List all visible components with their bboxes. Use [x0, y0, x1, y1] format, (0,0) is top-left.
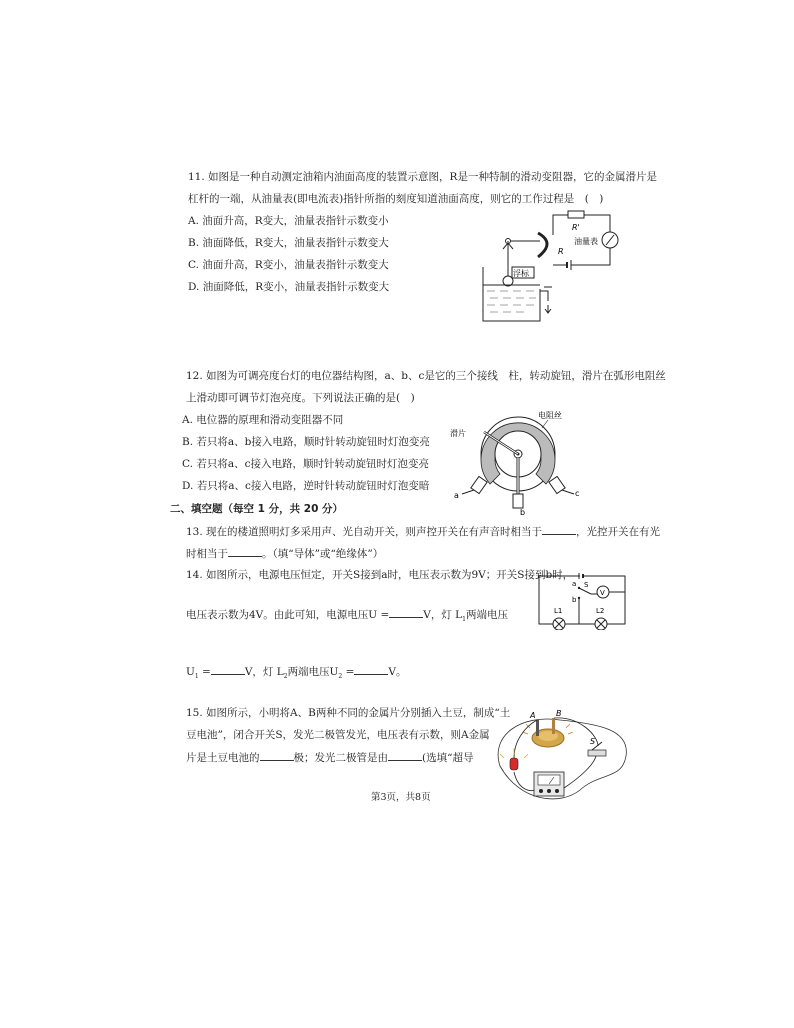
page-footer: 第3页，共8页 [371, 792, 431, 803]
q12-terminal-a [471, 476, 487, 493]
q12-label-slider: 滑片 [450, 429, 466, 438]
q14-sub-u2: 2 [338, 673, 343, 681]
q14-line1: 14. 如图所示，电源电压恒定，开关S接到a时，电压表示数为9V；开关S接到b时， [186, 569, 574, 581]
q12-option-b: B. 若只将a、b接入电路，顺时针转动旋钮时灯泡变亮 [182, 436, 430, 448]
q15-text-a: 片是土豆电池的 [186, 752, 260, 764]
q11-resistor-r-prime [568, 211, 584, 218]
q11-option-c: C. 油面升高，R变小，油量表指针示数变大 [188, 259, 389, 271]
q12-terminal-b [513, 494, 523, 508]
q14-text-f: V，灯 L [244, 666, 284, 678]
q14-text-g: 两端电压U [287, 666, 339, 678]
q14-label-s: S [584, 581, 589, 589]
q14-blank-2[interactable] [211, 664, 245, 675]
q13-text-b: ，光控开关在有光 [576, 526, 661, 538]
q12-stem-line1: 12. 如图为可调亮度台灯的电位器结构图，a、b、c是它的三个接线 柱，转动旋钮，滑片在弧形电阻丝 [186, 370, 666, 382]
q14-sub-l2: 2 [283, 673, 288, 681]
q14-blank-1[interactable] [389, 607, 423, 618]
q11-label-float: 浮标 [513, 269, 529, 278]
q14-blank-3[interactable] [354, 664, 388, 675]
q11-label-meter: 油量表 [574, 237, 598, 246]
q15-switch-icon [588, 750, 606, 756]
q14-text-e: = [198, 666, 211, 678]
q12-label-a: a [454, 491, 459, 500]
q14-circuit-figure [535, 572, 630, 630]
q14-line2 [186, 607, 508, 627]
q11-option-b: B. 油面降低，R变大，油量表指针示数变大 [188, 237, 389, 249]
q15-led-icon [510, 758, 518, 770]
q12-terminal-c [549, 476, 565, 493]
q15-text-c: (选填“超导 [422, 752, 474, 764]
q14-label-b: b [572, 596, 577, 604]
q13-text-d: 。（填“导体”或“绝缘体”） [262, 548, 384, 560]
q14-sub-u1: 1 [194, 673, 199, 681]
q11-stem-line1: 11. 如图是一种自动测定油箱内油面高度的装置示意图，R是一种特制的滑动变阻器，它的金属滑片是 [188, 171, 657, 183]
q15-label-s: S [590, 737, 596, 746]
q13-line1 [186, 524, 660, 539]
q14-text-c: 两端电压 [465, 609, 508, 621]
q12-label-wire: 电阻丝 [538, 411, 562, 420]
q12-option-a: A. 电位器的原理和滑动变阻器不同 [182, 414, 344, 426]
q15-text-b: 极；发光二极管是由 [293, 752, 388, 764]
q11-stem-line2: 杠杆的一端，从油量表(即电流表)指针所指的刻度知道油面高度，则它的工作过程是 ( ) [188, 193, 604, 205]
q14-text-h: = [342, 666, 355, 678]
q14-line3 [186, 664, 406, 684]
q11-option-d: D. 油面降低，R变小，油量表指针示数变大 [188, 281, 390, 293]
q13-blank-1[interactable] [542, 524, 576, 535]
q14-text-i: V。 [388, 666, 407, 678]
q14-label-v: V [600, 589, 605, 597]
q14-text-b: V，灯 L [423, 609, 463, 621]
q15-potato-battery-figure [490, 706, 630, 806]
q15-plate-a [536, 720, 539, 736]
q13-text-a: 13. 现在的楼道照明灯多采用声、光自动开关，则声控开关在有声音时相当于 [186, 526, 543, 538]
q12-label-c: c [575, 489, 580, 498]
q12-stem-line2: 上滑动即可调节灯泡亮度。下列说法正确的是( ) [186, 392, 415, 404]
q15-line1: 15. 如图所示，小明将A、B两种不同的金属片分别插入土豆，制成“土 [186, 707, 511, 719]
q15-plate-b [552, 718, 555, 734]
q15-blank-1[interactable] [260, 750, 294, 761]
q13-line2 [186, 546, 383, 561]
q14-sub-1: 1 [462, 616, 466, 624]
q14-label-l1: L1 [554, 607, 563, 615]
q15-line2: 豆电池”，闭合开关S，发光二极管发光，电压表有示数，则A金属 [186, 729, 490, 741]
q14-text-a: 电压表示数为4V。由此可知，电源电压U = [186, 609, 390, 621]
q12-potentiometer-figure [448, 402, 588, 517]
q12-option-d: D. 若只将a、c接入电路，逆时针转动旋钮时灯泡变暗 [182, 480, 430, 492]
q11-label-r-prime: R' [572, 223, 580, 232]
q12-label-b: b [520, 508, 526, 517]
q13-blank-2[interactable] [228, 546, 262, 557]
q11-option-a: A. 油面升高，R变大，油量表指针示数变小 [188, 215, 389, 227]
q11-label-r: R [558, 247, 564, 256]
q14-label-l2: L2 [596, 607, 605, 615]
q14-label-a: a [572, 580, 577, 588]
q14-text-d: U [186, 666, 195, 678]
section-fill-in-heading: 二、填空题（每空 1 分，共 20 分） [170, 503, 344, 515]
q12-option-c: C. 若只将a、c接入电路，顺时针转动旋钮时灯泡变亮 [182, 458, 429, 470]
q15-label-a: A [530, 711, 536, 720]
q15-label-b: B [556, 709, 562, 718]
q13-text-c: 时相当于 [186, 548, 228, 560]
q11-oil-tank-figure [478, 205, 628, 323]
q15-line3 [186, 750, 473, 765]
q15-blank-2[interactable] [388, 750, 422, 761]
